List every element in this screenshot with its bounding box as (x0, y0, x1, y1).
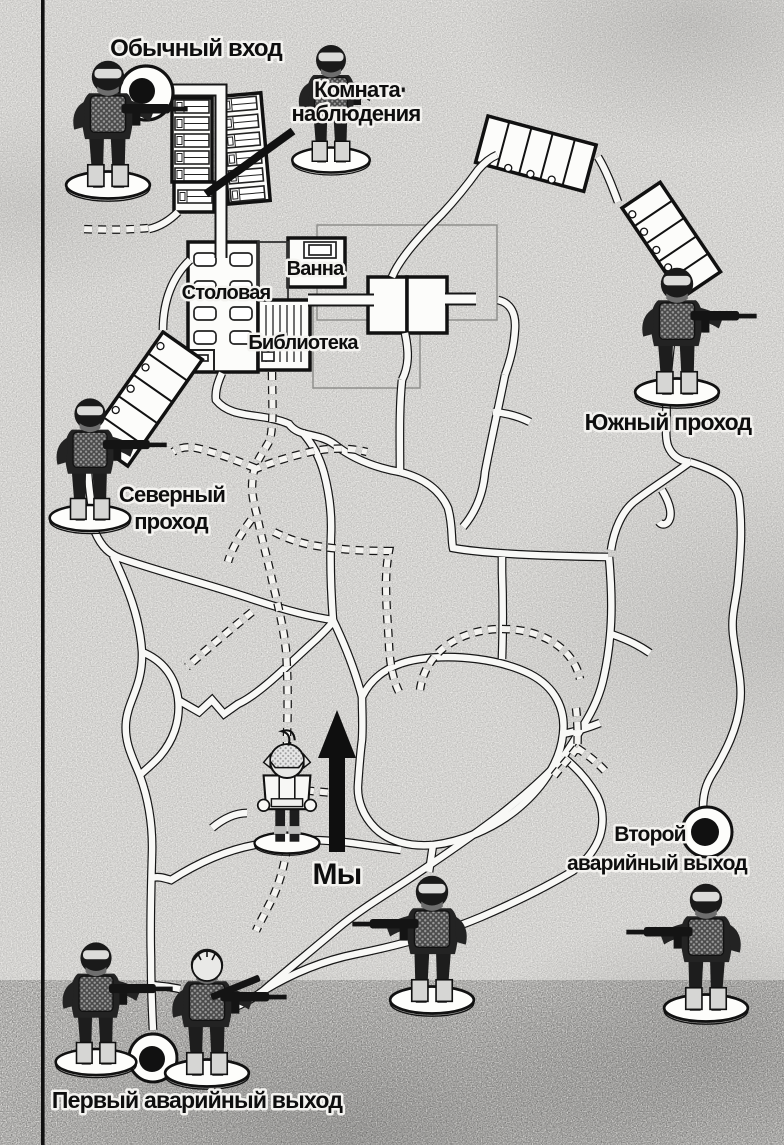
observation-room (174, 182, 214, 212)
label-observation-line1: Комната (314, 77, 400, 102)
label-dining: Столовая (181, 282, 271, 304)
label-library: Библиотека (248, 332, 358, 354)
label-second-exit-line2: аварийный выход (567, 852, 747, 875)
label-north-passage-line2: проход (134, 509, 208, 534)
east-rooms (368, 277, 447, 333)
label-entrance: Обычный вход (110, 35, 282, 62)
label-observation-line2: наблюдения (291, 101, 421, 126)
label-north-passage-line1: Северный (118, 482, 226, 507)
second-exit-marker (682, 807, 732, 857)
label-second-exit-line1: Второй (614, 823, 686, 846)
panel-border-line (41, 0, 45, 1145)
label-us: Мы (312, 858, 362, 891)
label-south-passage: Южный проход (584, 409, 752, 435)
label-first-exit: Первый аварийный выход (51, 1087, 343, 1113)
label-bath: Ванна (286, 258, 344, 280)
